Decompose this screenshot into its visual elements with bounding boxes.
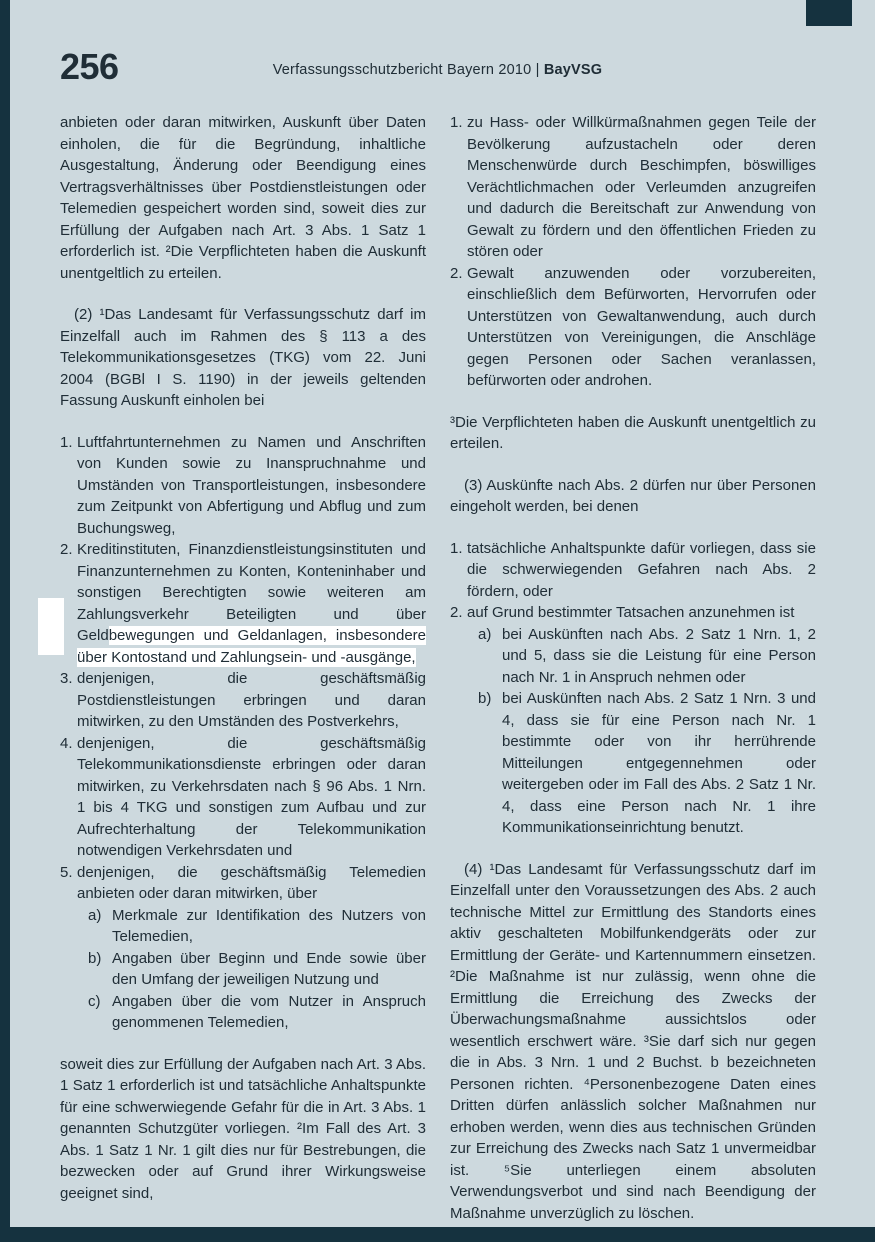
sub-item-letter: b) [478,690,492,707]
list-item-2 [60,539,426,668]
corner-tab [806,0,852,26]
numbered-list-abs3 [450,538,816,839]
sub-list-item-a [88,905,426,948]
two-column-text [60,112,816,1224]
list-item-4 [60,733,426,862]
list-item-1 [60,432,426,540]
para-abs-4: (4) ¹Das Landesamt für Verfassungsschutz darf im Einzelfall unter den Voraussetzungen des Abs. 2 auch technische Mittel zur Ermittlung des Standorts eines aktiv geschalteten Mobilfunkendgeräts oder zur Ermittlung der Geräte- und Kartennummern einsetzen. ²Die Maßnahme ist nur zulässig, wenn ohne die Ermittlung die Erreichung des Zwecks der Überwachungsmaßnahme aussichtslos oder wesentlich erschwert wäre. ³Sie darf sich nur gegen die in Abs. 3 Nrn. 1 und 2 Buchst. b bezeichneten Personen richten. ⁴Personenbezogene Daten eines Dritten dürfen anlässlich solcher Maßnahmen nur erhoben werden, wenn dies aus technischen Gründen zur Erreichung des Zwecks nach Satz 1 unvermeidbar ist. ⁵Sie unterliegen einem absoluten Verwendungsverbot und sind nach Beendigung der Maßnahme unverzüglich zu löschen. [450,860,816,1222]
sub-list-item-a [478,624,816,689]
sub-item-text: Merkmale zur Identifikation des Nutzers von Telemedien, [112,906,426,945]
right-column [450,112,816,1224]
para-abs-2: (2) ¹Das Landesamt für Verfassungsschutz darf im Einzelfall auch im Rahmen des § 113 a des Telekommunikationsgesetzes (TKG) vom 22. Juni 2004 (BGBl I S. 1190) in der jeweils geltenden Fassung Auskunft einholen bei [60,306,426,409]
list-item-number: 2. [450,604,463,621]
list-item-number: 4. [60,734,73,752]
list-item-text [77,541,426,667]
numbered-list-abs2 [60,432,426,1034]
list-item-5 [60,862,426,1034]
sub-item-text: bei Auskünften nach Abs. 2 Satz 1 Nrn. 3 und 4, dass sie für eine Person nach Nr. 1 bestimmte oder von ihr herrührende Mitteilungen entgegennehmen oder weitergeben oder im Fall des Abs. 2 Satz 1 Nr. 4, dass eine Person nach Nr. 1 ihre Kommunikationseinrichtung benutzt. [502,690,816,836]
list-item-number: 1. [60,433,73,451]
list-item-1 [450,538,816,603]
sub-item-letter: a) [478,625,492,643]
bottom-edge-bar [0,1227,875,1242]
list-item-number: 2. [450,264,463,282]
list-item-text: Luftfahrtunternehmen zu Namen und Anschriften von Kunden sowie zu Inanspruchnahme und Umständen von Transportleistungen, insbesondere zum Zeitpunkt von Abfertigung und Abflug und zum Buchungsweg, [77,433,426,537]
running-head [0,62,875,78]
letter-sublist [478,624,816,839]
sub-item-letter: a) [88,906,102,924]
list-item-3 [60,668,426,733]
sub-list-item-b [88,948,426,991]
list-item-number: 1. [450,539,463,557]
report-title: Verfassungsschutzbericht Bayern 2010 [272,62,532,78]
page-number: 256 [60,46,119,87]
sub-list-item-b [478,688,816,839]
list-item-text: auf Grund bestimmter Tatsachen anzunehmen ist [467,604,795,621]
list-item-number: 3. [60,670,73,687]
list-item-text: denjenigen, die geschäftsmäßig Telekommunikationsdienste erbringen oder daran mitwirken, zu Verkehrsdaten nach § 96 Abs. 1 Nrn. 1 bis 4 TKG und sonstigen zum Aufbau und zur Aufrechterhaltung der Telekommunikation notwendigen Verkehrsdaten und [77,734,426,859]
letter-sublist [88,905,426,1034]
para-continuation: anbieten oder daran mitwirken, Auskunft über Daten einholen, die für die Begründung, inhaltliche Ausgestaltung, Änderung oder Beendigung eines Vertragsverhältnisses über Postdienstleistungen oder Telemedien gespeichert worden sind, soweit dies zur Erfüllung der Aufgaben nach Art. 3 Abs. 1 Satz 1 erforderlich ist. ²Die Verpflichteten haben die Auskunft unentgeltlich zu erteilen. [60,114,426,282]
list-item-text: tatsächliche Anhaltspunkte dafür vorliegen, dass sie die schwerwiegenden Gefahren nach Abs. 2 fördern, oder [467,539,816,600]
sub-item-text: Angaben über die vom Nutzer in Anspruch genommenen Telemedien, [112,992,426,1031]
list-item-text: denjenigen, die geschäftsmäßig Postdienstleistungen erbringen und daran mitwirken, zu den Umständen des Postverkehrs, [77,670,426,730]
list-item-number: 2. [60,541,73,558]
list-item-number: 5. [60,863,73,881]
law-abbreviation: BayVSG [543,62,603,78]
para-abs-3: (3) Auskünfte nach Abs. 2 dürfen nur über Personen eingeholt werden, bei denen [450,476,816,515]
highlighted-text: bewegungen und Geldanlagen, insbesondere über Kontostand und Zahlungsein- und -ausgänge, [77,627,426,666]
sub-item-letter: c) [88,992,101,1010]
para-soweit: soweit dies zur Erfüllung der Aufgaben nach Art. 3 Abs. 1 Satz 1 erforderlich ist und tatsächliche Anhaltspunkte für eine schwerwiegende Gefahr für die in Art. 3 Abs. 1 genannten Schutzgüter vorliegen. ²Im Fall des Art. 3 Abs. 1 Satz 1 Nr. 1 gilt dies nur für Bestrebungen, die bezwecken oder auf Grund ihrer Wirkungsweise geeignet sind, [60,1055,426,1202]
sub-list-item-c [88,991,426,1034]
list-item-text: zu Hass- oder Willkürmaßnahmen gegen Teile der Bevölkerung aufzustacheln oder deren Menschenwürde durch Beschimpfen, böswilliges Verächtlichmachen oder Verleumden anzugreifen und dadurch die Bereitschaft zur Anwendung von Gewalt zu fördern und den öffentlichen Frieden zu stören oder [467,114,816,260]
para-satz3: ³Die Verpflichteten haben die Auskunft unentgeltlich zu erteilen. [450,413,816,452]
sub-item-text: Angaben über Beginn und Ende sowie über den Umfang der jeweiligen Nutzung und [112,949,426,988]
sub-item-text: bei Auskünften nach Abs. 2 Satz 1 Nrn. 1, 2 und 5, dass sie die Leistung für eine Person nach Nr. 1 in Anspruch nehmen oder [502,625,816,686]
title-separator: | [535,62,540,78]
list-item-text: denjenigen, die geschäftsmäßig Telemedien anbieten oder daran mitwirken, über [77,863,426,902]
text-segment: Kreditinstituten, Finanzdienstleistungsinstituten und Finanzunternehmen zu Konten, Konteninhaber und sonstigen Berechtigten sowie weiteren am Zahlungsverkehr Beteiligten und über Geld [77,541,426,644]
list-item-1 [450,112,816,263]
left-column [60,112,426,1224]
sub-item-letter: b) [88,949,102,967]
left-edge-bar [0,0,10,1242]
list-item-number: 1. [450,114,463,131]
list-item-2 [450,602,816,839]
numbered-list-purpose [450,112,816,392]
list-item-text: Gewalt anzuwenden oder vorzubereiten, einschließlich dem Befürworten, Hervorrufen oder Unterstützen von Gewaltanwendung, auch durch Unterstützen von Vereinigungen, die Anschläge gegen Personen oder Sachen veranlassen, befürworten oder androhen. [467,264,816,389]
list-item-2 [450,263,816,392]
